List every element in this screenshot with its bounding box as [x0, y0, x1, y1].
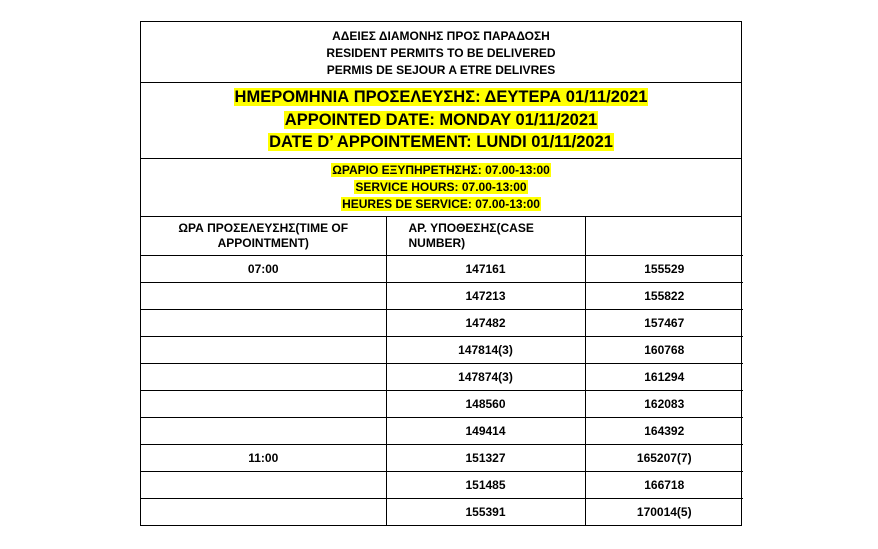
appointment-time-cell: 07:00 — [141, 255, 386, 282]
document — [140, 21, 742, 526]
service-hours-english: SERVICE HOURS: 07.00-13:00 — [355, 180, 527, 194]
case-number-cell: 147161 — [386, 255, 585, 282]
permits-table — [141, 217, 743, 525]
appointment-time-cell — [141, 309, 386, 336]
appointment-time-cell: 11:00 — [141, 444, 386, 471]
table-row — [141, 498, 743, 525]
case-number-cell-2: 162083 — [585, 390, 743, 417]
appointment-date-block — [141, 83, 741, 159]
appointment-date-french: DATE D’ APPOINTEMENT: LUNDI 01/11/2021 — [269, 133, 613, 151]
case-number-cell-2: 155822 — [585, 282, 743, 309]
title-block — [141, 22, 741, 83]
table-row — [141, 390, 743, 417]
appointment-time-cell — [141, 390, 386, 417]
appointment-date-greek: ΗΜΕΡΟΜΗΝΙΑ ΠΡΟΣΕΛΕΥΣΗΣ: ΔΕΥΤΕΡΑ 01/11/2021 — [234, 88, 648, 106]
case-number-cell: 148560 — [386, 390, 585, 417]
case-number-cell-2: 160768 — [585, 336, 743, 363]
table-row — [141, 363, 743, 390]
case-number-cell-2: 155529 — [585, 255, 743, 282]
table-row — [141, 336, 743, 363]
case-number-cell-2: 161294 — [585, 363, 743, 390]
title-english: RESIDENT PERMITS TO BE DELIVERED — [326, 46, 556, 60]
case-number-cell: 147814(3) — [386, 336, 585, 363]
case-number-cell-2: 165207(7) — [585, 444, 743, 471]
case-number-cell-2: 157467 — [585, 309, 743, 336]
table-header-row — [141, 217, 743, 255]
title-french: PERMIS DE SEJOUR A ETRE DELIVRES — [326, 63, 556, 77]
appointment-time-cell — [141, 363, 386, 390]
table-row — [141, 282, 743, 309]
case-number-cell: 149414 — [386, 417, 585, 444]
appointment-time-cell — [141, 282, 386, 309]
table-row — [141, 471, 743, 498]
table-row — [141, 417, 743, 444]
table-row — [141, 309, 743, 336]
appointment-date-english: APPOINTED DATE: MONDAY 01/11/2021 — [284, 110, 598, 129]
appointment-time-cell — [141, 498, 386, 525]
table-row — [141, 444, 743, 471]
case-number-cell: 151485 — [386, 471, 585, 498]
case-number-cell-2: 164392 — [585, 417, 743, 444]
appointment-time-cell — [141, 417, 386, 444]
case-number-cell: 155391 — [386, 498, 585, 525]
service-hours-greek: ΩΡΑΡΙΟ ΕΞΥΠΗΡΕΤΗΣΗΣ: 07.00-13:00 — [332, 163, 550, 177]
case-number-cell-2: 170014(5) — [636, 504, 692, 519]
service-hours-french: HEURES DE SERVICE: 07.00-13:00 — [342, 197, 540, 211]
header-time-of-appointment: ΩΡΑ ΠΡΟΣΕΛΕΥΣΗΣ(TIME OF APPOINTMENT) — [141, 217, 386, 255]
service-hours-block — [141, 159, 741, 217]
title-greek: ΑΔΕΙΕΣ ΔΙΑΜΟΝΗΣ ΠΡΟΣ ΠΑΡΑΔΟΣΗ — [332, 29, 550, 43]
appointment-time-cell — [141, 471, 386, 498]
case-number-cell: 151327 — [386, 444, 585, 471]
case-number-cell: 147874(3) — [386, 363, 585, 390]
case-number-cell-2: 166718 — [585, 471, 743, 498]
table-row — [141, 255, 743, 282]
header-case-number: ΑΡ. ΥΠΟΘΕΣΗΣ(CASE NUMBER) — [386, 217, 585, 255]
case-number-cell: 147482 — [386, 309, 585, 336]
header-case-number-2 — [585, 217, 743, 255]
appointment-time-cell — [141, 336, 386, 363]
case-number-cell: 147213 — [386, 282, 585, 309]
